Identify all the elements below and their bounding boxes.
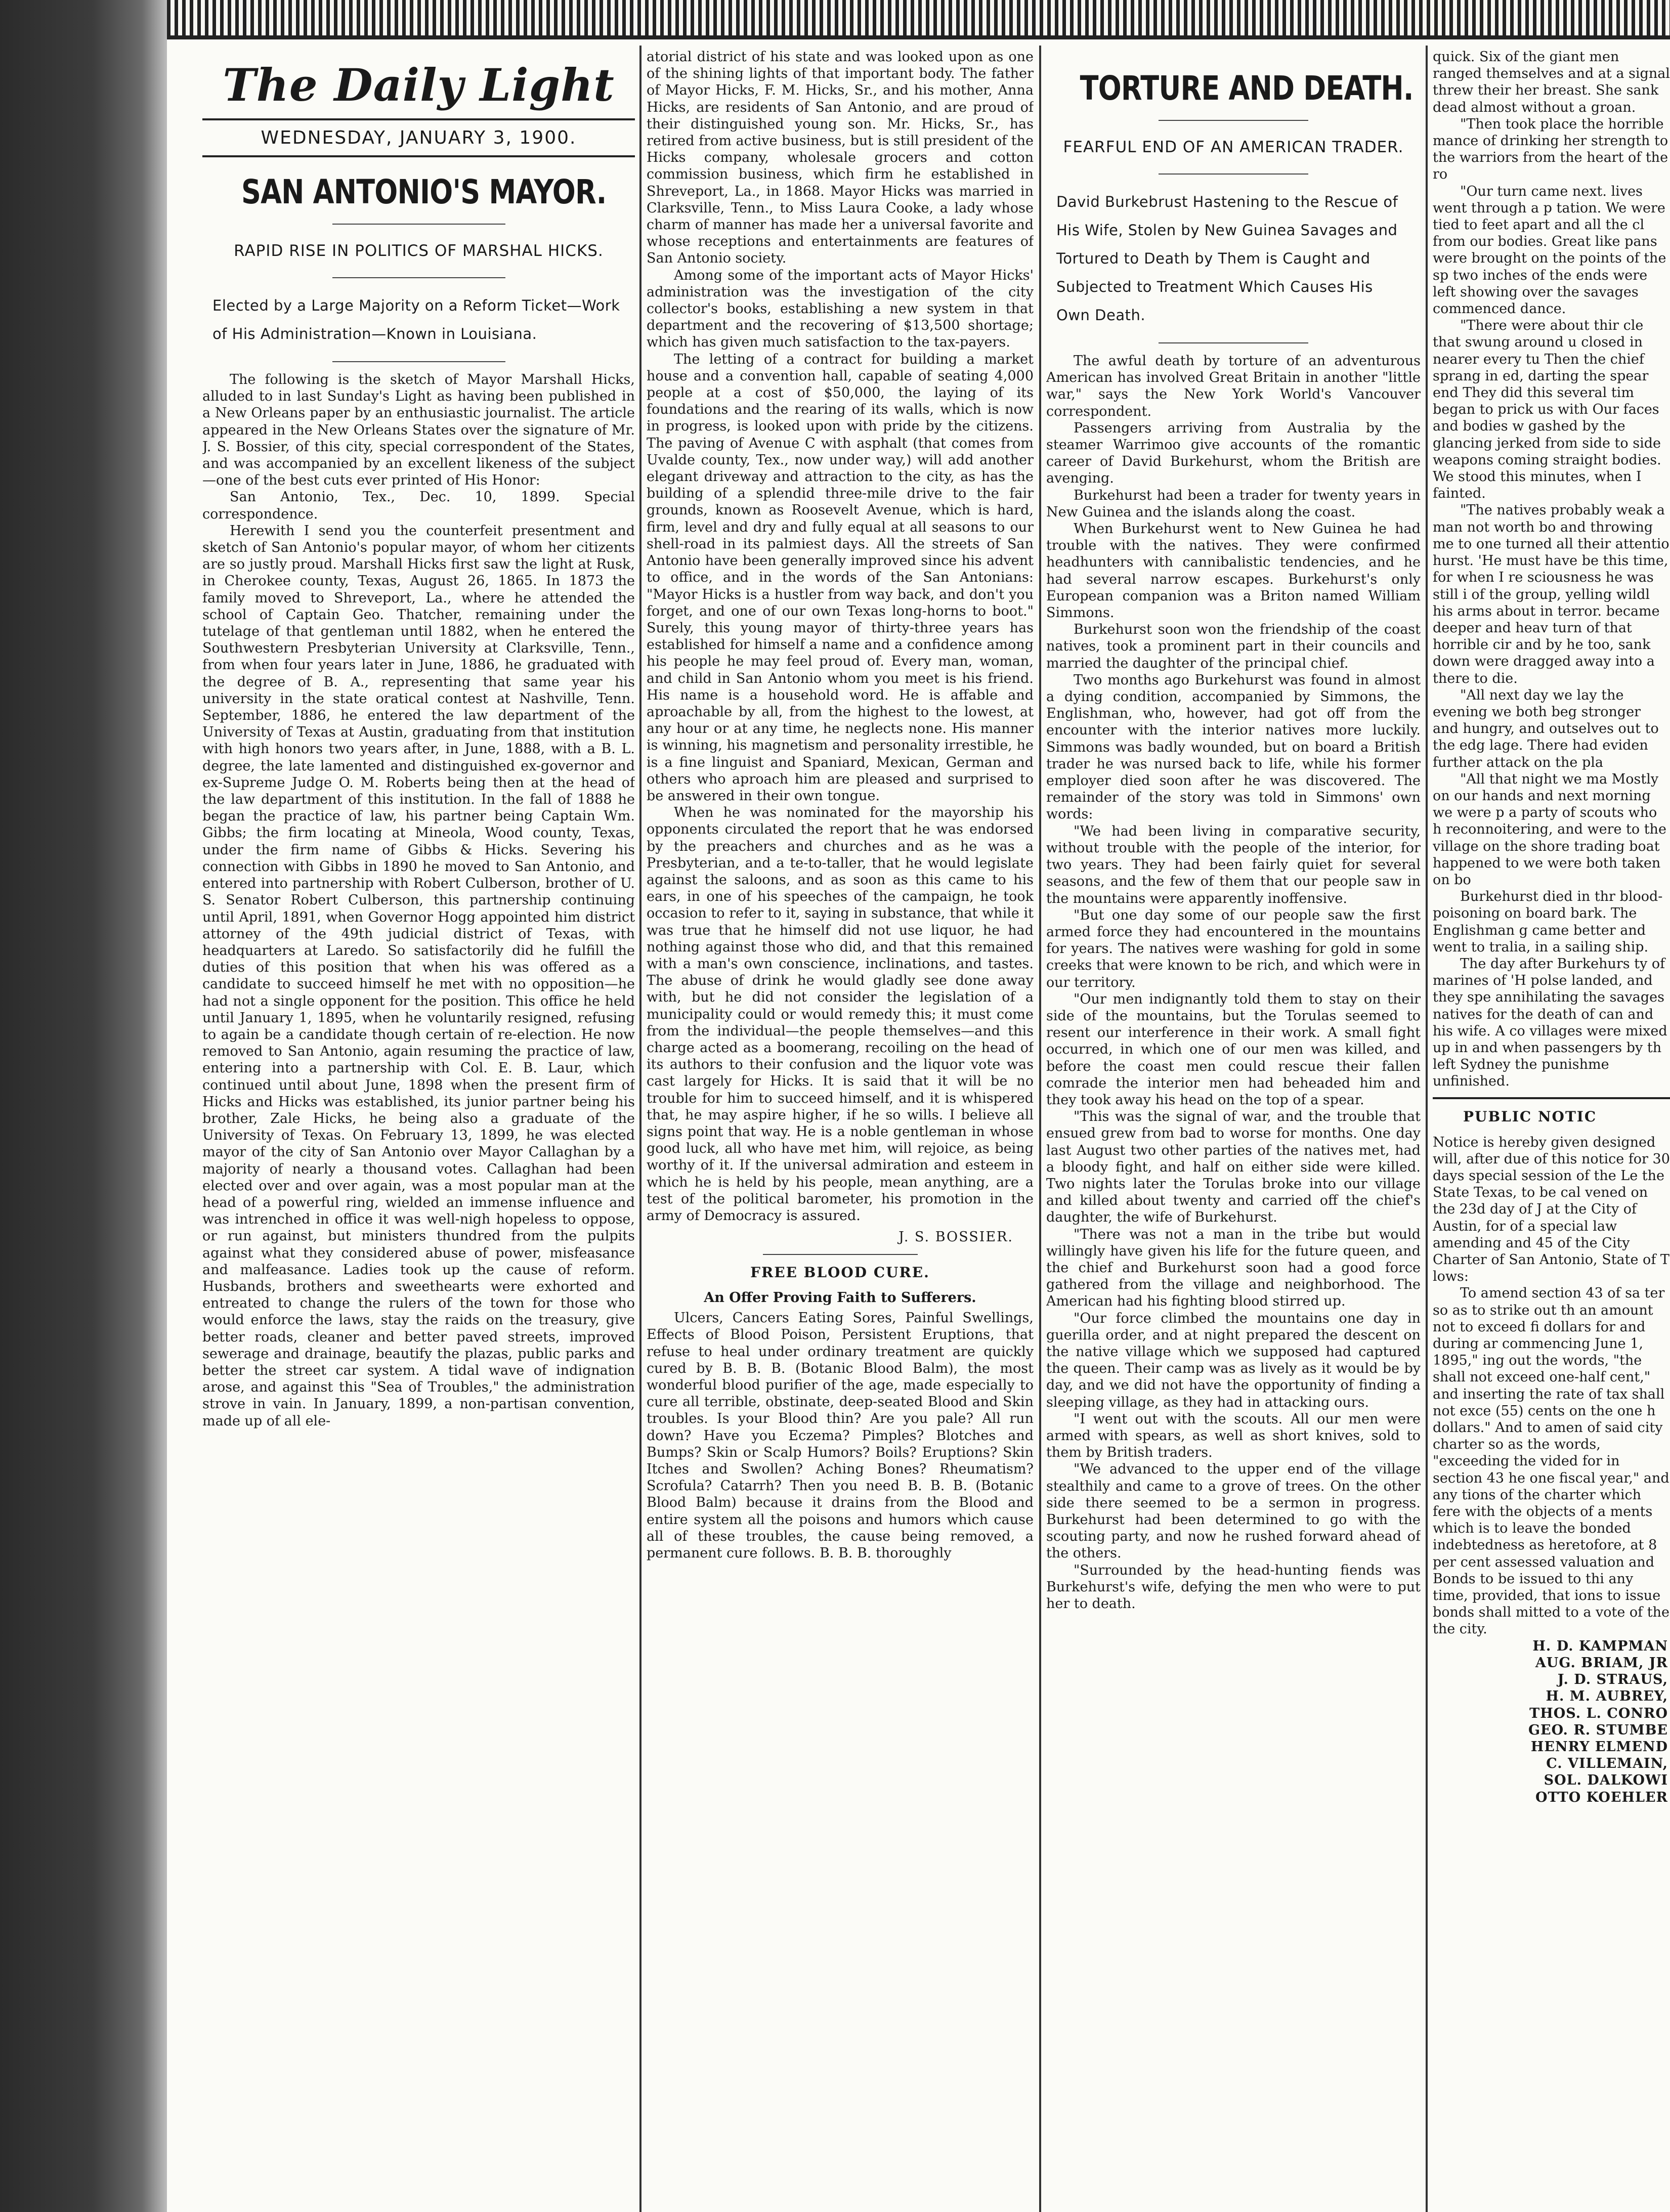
top-ornamental-border: [167, 0, 1670, 35]
article-body: [1046, 353, 1421, 1612]
column-2: [647, 49, 1034, 2212]
article-paragraph: "Our turn came next. lives went through a p tation. We were tied to feet apart and all the cl from our bodies. Great like pans were brought on the points of the sp two inches of the ends were left showing over the savages commenced dance.: [1433, 183, 1666, 317]
issue-date: WEDNESDAY, JANUARY 3, 1900.: [261, 127, 577, 148]
article-paragraph: Passengers arriving from Australia by the steamer Warrimoo give accounts of the romantic career of David Burkehurst, whom the British are avenging.: [1046, 420, 1421, 487]
advert-headline: FREE BLOOD CURE.: [750, 1264, 930, 1281]
column-3: [1046, 49, 1421, 2212]
article-headline: SAN ANTONIO'S MAYOR.: [241, 172, 607, 211]
article-paragraph: "All that night we ma Mostly on our hands and next morning we were p a party of scouts who h reconnoitering, and were to the village on the shore trading boat happened to we were both taken on bo: [1433, 771, 1666, 888]
article-headline-torture: TORTURE AND DEATH.: [1080, 69, 1414, 108]
article-paragraph: "We advanced to the upper end of the village stealthily and came to a grove of trees. On the other side there seemed to be a sermon in progress. Burkehurst had been determined to go with the scouting party, and now he rushed forward ahead of the others.: [1046, 1461, 1421, 1562]
column-rule-1: [639, 46, 641, 2212]
article-paragraph: When Burkehurst went to New Guinea he had trouble with the natives. They were confirmed headhunters with cannibalistic tendencies, and he had several narrow escapes. Burkehurst's only European companion was a Briton named William Simmons.: [1046, 521, 1421, 621]
article-paragraph: "Our force climbed the mountains one day in guerilla order, and at night prepared the descent on the native village which we supposed had captured the queen. Their camp was as lively as it would be by day, and we did not have the opportunity of finding a sleeping village, as they had in attacking ours.: [1046, 1310, 1421, 1410]
signer-name: OTTO KOEHLER: [1535, 1789, 1668, 1805]
notice-rule: [1433, 1097, 1670, 1099]
article-paragraph: "But one day some of our people saw the first armed force they had encountered in the mountains for years. The natives were washing for gold in some creeks that were known to be rich, and which were in our territory.: [1046, 907, 1421, 990]
column-rule-3: [1426, 46, 1428, 2212]
signer-name: THOS. L. CONRO: [1529, 1705, 1668, 1721]
article-paragraph: "This was the signal of war, and the trouble that ensued grew from bad to worse for months. One day last August two other parties of the natives met, had a bloody fight, and half on either side were killed. Two nights later the Torulas broke into our village and killed about twenty and carried off the chief's daughter, the wife of Burkehurst.: [1046, 1109, 1421, 1226]
article-paragraph: "We had been living in comparative security, without trouble with the people of the interior, for two years. They had been fairly quiet for several seasons, and the few of them that our people saw in the mountains were apparently inoffensive.: [1046, 823, 1421, 906]
public-notice-body: [1433, 1134, 1670, 1638]
article-paragraph: Burkehurst soon won the friendship of the coast natives, took a prominent part in their councils and married the daughter of the principal chief.: [1046, 622, 1421, 671]
article-paragraph: "All next day we lay the evening we both beg stronger and hungry, and outselves out to the edg lage. There had eviden further attack on the pla: [1433, 687, 1659, 770]
advert-body: [647, 1310, 1034, 1562]
article-deck: RAPID RISE IN POLITICS OF MARSHAL HICKS.: [234, 242, 604, 260]
column-4: [1433, 49, 1670, 2212]
article-paragraph: Two months ago Burkehurst was found in almost a dying condition, accompanied by Simmons, the Englishman, who, however, had got off from the encounter with the interior natives more luckily. Simmons was badly wounded, but on board a British trader he was nursed back to life, while his former employer died soon after he was discovered. The remainder of the story was told in Simmons' own words:: [1046, 672, 1421, 822]
advert-paragraph: Ulcers, Cancers Eating Sores, Painful Swellings, Effects of Blood Poison, Persistent Eruptions, that refuse to heal under ordinary treatment are quickly cured by B. B. B. (Botanic Blood Balm), the most wonderful blood purifier of the age, made especially to cure all terrible, obstinate, deep-seated Blood and Skin troubles. Is your Blood thin? Are you pale? All run down? Have you Eczema? Pimples? Blotches and Bumps? Skin or Scalp Humors? Boils? Eruptions? Skin Itches and Swollen? Aching Bones? Rheumatism? Scrofula? Catarrh? Then you need B. B. B. (Botanic Blood Balm) because it drains from the Blood and entire system all the poisons and humors which cause all of these troubles, the cause being removed, a permanent cure follows. B. B. B. thoroughly: [647, 1310, 1034, 1562]
article-paragraph: "There was not a man in the tribe but would willingly have given his life for the future queen, and the chief and Burkehurst soon had a good force gathered from the village and neighborhood. The American had his fighting blood stirred up.: [1046, 1226, 1421, 1310]
masthead-rule: [202, 118, 635, 120]
article-subdeck: Elected by a Large Majority on a Reform Ticket—Work of His Administration—Known in Louisiana.: [212, 297, 620, 342]
article-paragraph: "Our men indignantly told them to stay on their side of the mountains, but the Torulas seemed to resent our interference in their work. A small fight occurred, in which one of our men was killed, and before the coast men could rescue their fallen comrade the interior men had beheaded him and they took away his head on the top of a spear.: [1046, 991, 1421, 1108]
article-paragraph: The letting of a contract for building a market house and a convention hall, capable of seating 4,000 people at a cost of $50,000, the laying of its foundations and the rearing of its walls, which is now in progress, is looked upon with pride by the citizens. The paving of Avenue C with asphalt (that comes from Uvalde county, Tex., now under way,) will add another elegant driveway and attraction to the city, as has the building of a splendid three-mile drive to the fair grounds, known as Roosevelt Avenue, which is hard, firm, level and dry and fully equal at all seasons to our shell-road in its palmiest days. All the streets of San Antonio have been generally improved since his advent to office, and in the words of the San Antonians: "Mayor Hicks is a hustler from way back, and don't you forget, and one of our own Texas long-horns to boot." Surely, this young mayor of thirty-three years has established for himself a name and a confidence among his people he may feel proud of. Every man, woman, and child in San Antonio whom you meet is his friend. His name is a household word. He is affable and aproachable by all, from the highest to the lowest, at any hour or at any time, he neglects none. His manner is winning, his magnetism and personality irrestible, he is a fine linguist and Spaniard, Mexican, German and others who aproach him are pleased and surprised to be answered in their own tongue.: [647, 351, 1034, 804]
top-border-rule: [167, 35, 1670, 39]
article-deck: FEARFUL END OF AN AMERICAN TRADER.: [1063, 138, 1404, 156]
column-1: [202, 49, 635, 2212]
notice-paragraph: To amend section 43 of sa ter so as to strike out th an amount not to exceed fi dollars for and during ar commencing June 1, 1895," ing out the words, "the shall not exceed one-half cent," and inserting the rate of tax shall not exce (55) cents on the one h dollars." And to amen of said city charter so as the words, "exceeding the vided for in section 43 he one fiscal year," and any tions of the charter which fere with the objects of a ments which is to leave the bonded indebtedness as heretofore, at 8 per cent assessed valuation and Bonds to be issued to thi any time, provided, that ions to issue bonds shall mitted to a vote of the the city.: [1433, 1285, 1669, 1637]
article-paragraph: When he was nominated for the mayorship his opponents circulated the report that he was endorsed by the preachers and churches and as he was a Presbyterian, and a te-to-taller, that he would legislate against the saloons, and as soon as this came to his ears, in one of his speeches of the campaign, he took occasion to refer to it, saying in substance, that while it was true that he himself did not use liquor, he had nothing against those who did, and that this remained with a man's own conscience, inclinations, and tastes. The abuse of drink he would gladly see done away with, but he did not consider the legislation of a municipality could or would remedy this; it must come from the individual—the people themselves—and this charge acted as a boomerang, recoiling on the head of its authors to their confusion and the liquor vote was cast largely for Hicks. It is said that it will be no trouble for him to succeed himself, and it is whispered that, he may aspire higher, if he so wills. I believe all signs point that way. He is a noble gentleman in whose good luck, all who have met him, will rejoice, as being worthy of it. If the universal admiration and esteem in which he is held by his people, mean anything, are a test of the political barometer, his promotion in the army of Democracy is assured.: [647, 805, 1034, 1224]
signer-name: AUG. BRIAM, JR: [1535, 1655, 1668, 1671]
signer-name: J. D. STRAUS,: [1557, 1672, 1668, 1688]
article-paragraph: The day after Burkehurs ty of marines of 'H polse landed, and they spe annihilating the savages natives for the death of can and his wife. A co villages were mixed up in and when passengers by th left Sydney the punishme unfinished.: [1433, 956, 1667, 1090]
signer-name: H. D. KAMPMAN: [1532, 1638, 1668, 1654]
signer-name: HENRY ELMEND: [1530, 1739, 1668, 1755]
signer-name: C. VILLEMAIN,: [1546, 1756, 1668, 1772]
article-paragraph: The awful death by torture of an adventurous American has involved Great Britain in another "little war," says the New York World's Vancouver correspondent.: [1046, 353, 1421, 419]
scan-margin-shadow: [0, 0, 167, 2212]
article-subdeck: David Burkebrust Hastening to the Rescue of His Wife, Stolen by New Guinea Savages and Tortured to Death by Them is Caught and Subjected to Treatment Which Causes His Own Death.: [1056, 193, 1398, 324]
signer-name: H. M. AUBREY,: [1546, 1688, 1668, 1705]
newspaper-masthead: The Daily Light: [223, 59, 615, 111]
article-paragraph: San Antonio, Tex., Dec. 10, 1899. Special correspondence.: [202, 489, 635, 522]
date-rule: [202, 155, 635, 157]
article-body: [202, 371, 635, 1429]
article-signature: J. S. BOSSIER.: [898, 1229, 1013, 1245]
article-paragraph: atorial district of his state and was looked upon as one of the shining lights of that important body. The father of Mayor Hicks, F. M. Hicks, Sr., and his mother, Anna Hicks, are residents of San Antonio, and are proud of their distinguished young son. Mr. Hicks, Sr., has retired from active business, but is still president of the Hicks company, wholesale grocers and cotton commission business, which firm he established in Shreveport, La., in 1868. Mayor Hicks was married in Clarksville, Tenn., to Miss Laura Cooke, a lady whose charm of manner has made her a universal favorite and whose receptions and entertainments are features of San Antonio society.: [647, 49, 1034, 267]
advert-lead: An Offer Proving Faith to Sufferers.: [704, 1290, 976, 1306]
notice-signers: [1433, 1638, 1670, 1806]
article-paragraph: Herewith I send you the counterfeit presentment and sketch of San Antonio's popular mayor, of whom her citizents are so justly proud. Marshall Hicks first saw the light at Rusk, in Cherokee county, Texas, August 26, 1865. In 1873 the family moved to Shreveport, La., where he attended the school of Captain Geo. Thatcher, remaining under the tutelage of that gentleman until 1882, when he entered the Southwestern Presbyterian University at Clarksville, Tenn., from when four years later in June, 1886, he graduated with the degree of B. A., representing that same year his university in the state oratical contest at Nashville, Tenn. September, 1886, he entered the law department of the University of Texas at Austin, graduating from that institution with high honors two years after, in June, 1888, with a B. L. degree, the late lamented and distinguished ex-governor and ex-Supreme Judge O. M. Roberts being then at the head of the law department of this institution. In the fall of 1888 he began the practice of law, his partner being Captain Wm. Gibbs; the firm locating at Mineola, Wood county, Texas, under the firm name of Gibbs & Hicks. Severing his connection with Gibbs in 1890 he moved to San Antonio, and entered into partnership with Robert Culberson, brother of U. S. Senator Robert Culberson, this partnership continuing until April, 1891, when Governor Hogg appointed him district attorney of the 49th judicial district of Texas, with headquarters at Laredo. So satisfactorily did he fulfill the duties of this position that when his was offered as a candidate to succeed himself he met with no opposition—he had not a single opponent for the position. This office he held until January 1, 1895, when he voluntarily resigned, refusing to again be a candidate though certain of re-election. He now removed to San Antonio, again resuming the practice of law, entering into a partnership with Col. E. B. Laur, which continued until about June, 1898 when the present firm of Hicks and Hicks was established, its junior partner being his brother, Zale Hicks, he being also a graduate of the University of Texas. On February 13, 1899, he was elected mayor of the city of San Antonio over Mayor Callaghan by a majority of nearly a thousand votes. Callaghan had been elected over and over again, was a most popular man at the head of a powerful ring, wielded an immense influence and was intrenched in office it was well-nigh hopeless to oppose, or run against, but ministers thundred from the pulpits against what they considered abuse of power, misfeasance and malfeasance. Ladies took up the cause of reform. Husbands, brothers and sweethearts were exhorted and entreated to change the rulers of the town for those who would enforce the laws, stay the raids on the treasury, give better roads, cleaner and better paved streets, improved sewerage and drainage, beautify the plazas, public parks and better the street car system. A tidal wave of indignation arose, and against this "Sea of Troubles," the administration strove in vain. In January, 1899, a non-partisan convention, made up of all ele-: [202, 523, 635, 1429]
deck-rule: [332, 277, 505, 278]
section-rule: [763, 1254, 918, 1255]
headline-rule: [1159, 120, 1308, 121]
article-paragraph: "The natives probably weak a man not worth bo and throwing me to one turned all their attentio hurst. 'He must have be this time, for when I re sciousness he was still i of the group, yelling wildl his arms about in terror. became deeper and heav turn of that horrible cir and by he too, sank down were dragged away into a there to die.: [1433, 502, 1669, 686]
signer-name: SOL. DALKOWI: [1544, 1772, 1668, 1789]
deck-rule: [1159, 174, 1308, 175]
subdeck-rule: [332, 361, 505, 362]
article-paragraph: The following is the sketch of Mayor Marshall Hicks, alluded to in last Sunday's Light as having been published in a New Orleans paper by an enthusiastic journalist. The article appeared in the New Orleans States over the signature of Mr. J. S. Bossier, of this city, special correspondent of the States, and was accompanied by an excellent likeness of the subject—one of the best cuts ever printed of His Honor:: [202, 372, 635, 489]
article-body-continued: [1433, 49, 1670, 1090]
headline-rule: [332, 224, 505, 225]
article-paragraph: "Then took place the horrible mance of drinking her strength to the warriors from the heart of the ro: [1433, 116, 1668, 183]
article-paragraph: "There were about thir cle that swung around u closed in nearer every tu Then the chief sprang in ed, darting the spear end They did this several tim began to prick us with Our faces and bodies w gashed by the glancing jerked from side to side weapons coming straight bodies. We stood this minutes, when I fainted.: [1433, 318, 1661, 502]
notice-paragraph: Notice is hereby given designed will, after due of this notice for 30 days special session of the Le the State Texas, to be cal vened on the 23d day of J at the City of Austin, for of a special law amending and 45 of the City Charter of San Antonio, State of T lows:: [1433, 1134, 1670, 1285]
article-paragraph: "I went out with the scouts. All our men were armed with spears, as well as short knives, sold to them by British traders.: [1046, 1411, 1421, 1461]
subdeck-rule: [1159, 342, 1308, 343]
article-paragraph: Burkehurst died in thr blood-poisoning on board bark. The Englishman g came better and went to tralia, in a sailing ship.: [1433, 889, 1663, 955]
column-rule-2: [1039, 46, 1041, 2212]
article-body-continued: [647, 49, 1034, 1224]
public-notice-heading: PUBLIC NOTIC: [1463, 1108, 1597, 1125]
article-paragraph: Among some of the important acts of Mayor Hicks' administration was the investigation of the city collector's books, establishing a new system in that department and the recovering of $13,500 shortage; which has given much satisfaction to the tax-payers.: [647, 267, 1034, 351]
signer-name: GEO. R. STUMBE: [1528, 1722, 1668, 1738]
article-paragraph: quick. Six of the giant men ranged themselves and at a signal threw their her breast. She sank dead almost without a groan.: [1433, 49, 1670, 115]
article-paragraph: Burkehurst had been a trader for twenty years in New Guinea and the islands along the coast.: [1046, 487, 1421, 520]
article-paragraph: "Surrounded by the head-hunting fiends was Burkehurst's wife, defying the men who were to put her to death.: [1046, 1562, 1421, 1612]
